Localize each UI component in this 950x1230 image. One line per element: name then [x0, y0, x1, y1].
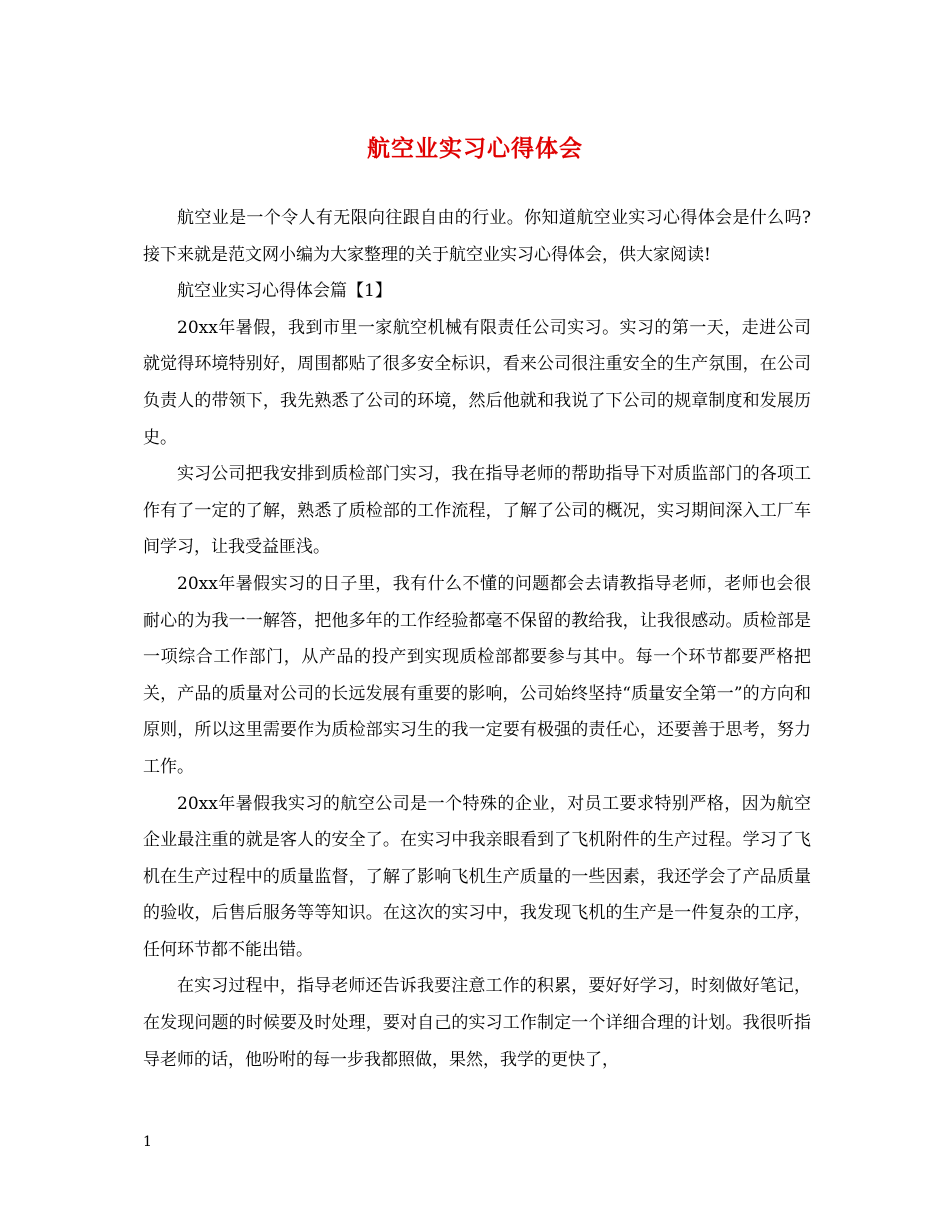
document-title: 航空业实习心得体会 [367, 135, 583, 162]
body-paragraph: 在实习过程中，指导老师还告诉我要注意工作的积累，要好好学习，时刻做好笔记，在发现问题的时候要及时处理，要对自己的实习工作制定一个详细合理的计划。我很听指导老师的话，他吩咐的每一步我都照做，果然，我学的更快了， [143, 976, 811, 1070]
document-body [143, 200, 811, 1078]
body-paragraph: 20xx年暑假，我到市里一家航空机械有限责任公司实习。实习的第一天，走进公司就觉得环境特别好，周围都贴了很多安全标识，看来公司很注重安全的生产氛围，在公司负责人的带领下，我先熟悉了公司的环境，然后他就和我说了下公司的规章制度和发展历史。 [143, 317, 811, 448]
page-number: 1 [143, 1134, 152, 1150]
section-heading: 航空业实习心得体会篇【1】 [177, 281, 392, 302]
body-paragraph: 20xx年暑假实习的日子里，我有什么不懂的问题都会去请教指导老师，老师也会很耐心的为我一一解答，把他多年的工作经验都毫不保留的教给我，让我很感动。质检部是一项综合工作部门，从产品的投产到实现质检部都要参与其中。每一个环节都要严格把关，产品的质量对公司的长远发展有重要的影响，公司始终坚持“质量安全第一”的方向和原则，所以这里需要作为质检部实习生的我一定要有极强的责任心，还要善于思考，努力工作。 [143, 573, 811, 777]
body-paragraph: 20xx年暑假我实习的航空公司是一个特殊的企业，对员工要求特别严格，因为航空企业最注重的就是客人的安全了。在实习中我亲眼看到了飞机附件的生产过程。学习了飞机在生产过程中的质量监督，了解了影响飞机生产质量的一些因素，我还学会了产品质量的验收，后售后服务等等知识。在这次的实习中，我发现飞机的生产是一件复杂的工序，任何环节都不能出错。 [143, 793, 811, 960]
body-paragraph: 实习公司把我安排到质检部门实习，我在指导老师的帮助指导下对质监部门的各项工作有了一定的了解，熟悉了质检部的工作流程，了解了公司的概况，实习期间深入工厂车间学习，让我受益匪浅。 [143, 464, 811, 558]
intro-paragraph: 航空业是一个令人有无限向往跟自由的行业。你知道航空业实习心得体会是什么吗?接下来就是范文网小编为大家整理的关于航空业实习心得体会，供大家阅读! [143, 208, 811, 265]
